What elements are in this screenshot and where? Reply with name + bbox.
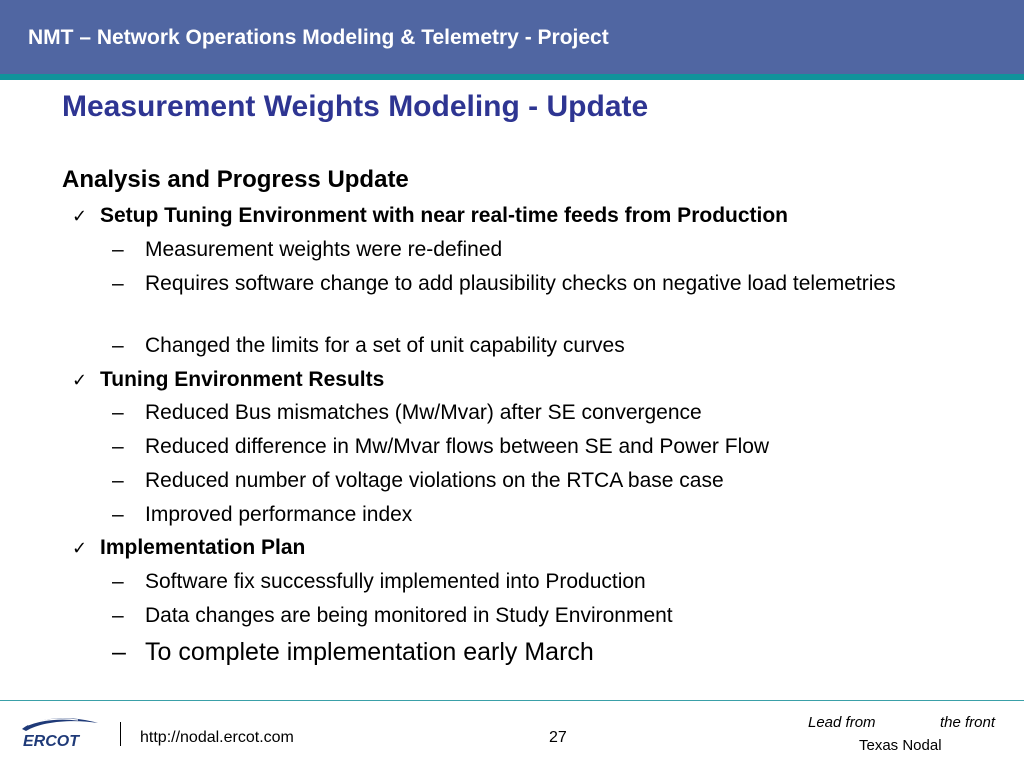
tagline-left: Lead from <box>808 714 876 731</box>
slide-title: Measurement Weights Modeling - Update <box>62 90 649 123</box>
dash-icon: – <box>112 638 126 666</box>
sub-item-text: Reduced difference in Mw/Mvar flows between SE and Power Flow <box>145 435 770 458</box>
sub-item-text: Changed the limits for a set of unit capability curves <box>145 334 625 357</box>
checkmark-icon: ✓ <box>72 370 88 390</box>
page-number: 27 <box>549 729 567 746</box>
bullet-text: Setup Tuning Environment with near real-time feeds from Production <box>100 204 789 227</box>
dash-icon: – <box>112 503 124 526</box>
footer-program: Texas Nodal <box>859 737 942 754</box>
checkmark-icon: ✓ <box>72 538 88 558</box>
sub-item-text: Requires software change to add plausibility checks on negative load telemetries <box>145 272 896 295</box>
sub-item-text: Improved performance index <box>145 503 413 526</box>
sub-item-text: Software fix successfully implemented into Production <box>145 570 646 593</box>
sub-item-text: Reduced Bus mismatches (Mw/Mvar) after SE convergence <box>145 401 702 424</box>
bullet-text: Tuning Environment Results <box>100 368 385 391</box>
dash-icon: – <box>112 469 124 492</box>
sub-item <box>112 399 962 426</box>
logo-text: ERCOT <box>23 733 79 749</box>
dash-icon: – <box>112 435 124 458</box>
ercot-logo <box>18 713 100 749</box>
sub-item <box>112 467 962 494</box>
dash-icon: – <box>112 604 124 627</box>
footer-url-link[interactable]: http://nodal.ercot.com <box>140 729 294 746</box>
checkmark-icon: ✓ <box>72 206 88 226</box>
dash-icon: – <box>112 238 124 261</box>
sub-item-text: Data changes are being monitored in Study Environment <box>145 604 673 627</box>
header-stripe <box>0 74 1024 80</box>
tagline-right: the front <box>940 714 996 731</box>
bullet-text: Implementation Plan <box>100 536 306 559</box>
dash-icon: – <box>112 401 124 424</box>
sub-item-text: Reduced number of voltage violations on the RTCA base case <box>145 469 724 492</box>
sub-item-text: Measurement weights were re-defined <box>145 238 503 261</box>
sub-item <box>112 568 962 595</box>
footer-separator <box>120 722 121 746</box>
header-title: NMT – Network Operations Modeling & Telemetry - Project <box>28 26 609 49</box>
sub-item <box>112 637 962 667</box>
dash-icon: – <box>112 334 124 357</box>
sub-item <box>112 433 962 460</box>
section-heading: Analysis and Progress Update <box>62 166 409 193</box>
dash-icon: – <box>112 570 124 593</box>
sub-item-text: To complete implementation early March <box>145 638 594 666</box>
sub-item <box>112 270 962 297</box>
dash-icon: – <box>112 272 124 295</box>
sub-item <box>112 236 962 263</box>
sub-item <box>112 602 962 629</box>
sub-item <box>112 501 962 528</box>
sub-item <box>112 332 962 359</box>
footer-divider <box>0 700 1024 701</box>
